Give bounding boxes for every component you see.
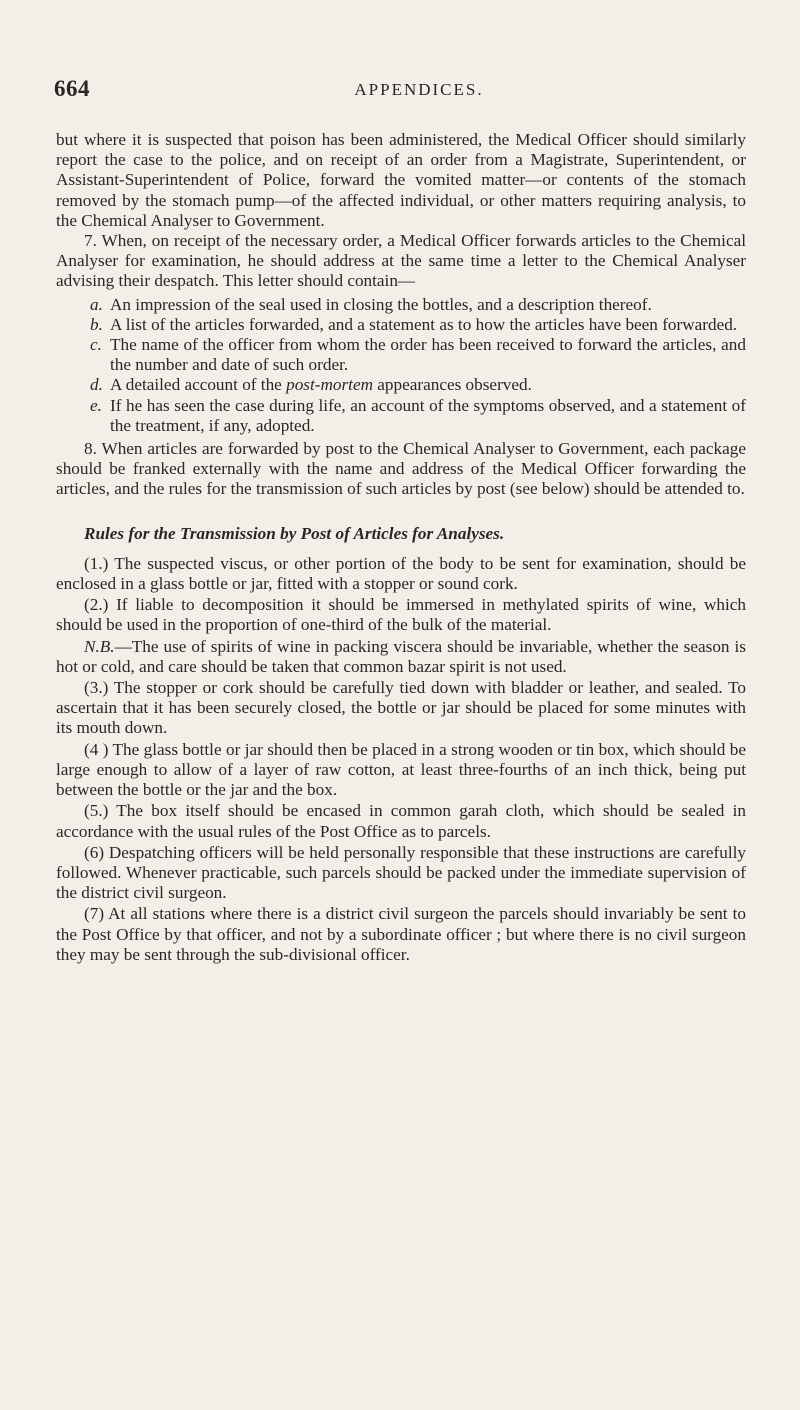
list-item-text: An impression of the seal used in closing the bottles, and a description thereof. <box>110 294 652 314</box>
body-text <box>56 130 746 966</box>
list-item <box>90 314 746 335</box>
running-head: APPENDICES. <box>354 80 484 99</box>
paragraph-7: 7. When, on receipt of the necessary order, a Medical Officer forwards articles to the Chemical Analyser for examination, he should address at the same time a letter to the Chemical Analyser advising their despatch. This letter should contain— <box>56 231 746 291</box>
opening-paragraph: but where it is suspected that poison has been administered, the Medical Officer should similarly report the case to the police, and on receipt of an order from a Magistrate, Superintendent, or Assistant-Superintendent of Police, forward the vomited matter—or contents of the stomach removed by the stomach pump—of the affected individual, or other matters requiring analysis, to the Chemical Analyser to Government. <box>56 130 746 230</box>
list-item-text-end: appearances observed. <box>373 375 532 395</box>
list-item <box>90 395 746 436</box>
list-item-italic-term: post-mortem <box>286 375 373 395</box>
rule-3: (3.) The stopper or cork should be carefully tied down with bladder or leather, and sealed. To ascertain that it has been securely closed, the bottle or jar should be placed for some minutes with its mouth down. <box>56 678 746 738</box>
list-item-label: c. <box>90 335 102 355</box>
list-item-label: d. <box>90 375 103 395</box>
rule-6: (6) Despatching officers will be held personally responsible that these instructions are carefully followed. Whenever practicable, such parcels should be packed under the immediate supervision of the district civil surgeon. <box>56 842 746 903</box>
list-item <box>90 294 746 315</box>
list-item-label: e. <box>90 395 102 415</box>
list-item-text: A detailed account of the <box>110 375 287 395</box>
page-number: 664 <box>54 76 90 101</box>
rule-7: (7) At all stations where there is a district civil surgeon the parcels should invariably be sent to the Post Office by that officer, and not by a subordinate officer ; but where there is no civil surgeon they may be sent through the sub-divisional officer. <box>56 904 746 964</box>
rule-4: (4 ) The glass bottle or jar should then be placed in a strong wooden or tin box, which should be large enough to allow of a layer of raw cotton, at least three-fourths of an inch thick, being put between the bottle or the jar and the box. <box>56 739 746 800</box>
nota-bene <box>56 637 746 677</box>
list-item-text: A list of the articles forwarded, and a statement as to how the articles have been forwarded. <box>110 314 738 334</box>
list-item-text: The name of the officer from whom the order has been received to forward the articles, and the number and date of such order. <box>110 335 746 375</box>
rule-1: (1.) The suspected viscus, or other portion of the body to be sent for examination, should be enclosed in a glass bottle or jar, fitted with a stopper or sound cork. <box>56 553 746 594</box>
rule-2: (2.) If liable to decomposition it should be immersed in methylated spirits of wine, which should be used in the proportion of one-third of the bulk of the material. <box>56 595 746 635</box>
paragraph-8: 8. When articles are forwarded by post to the Chemical Analyser to Government, each package should be franked externally with the name and address of the Medical Officer forwarding the articles, and the rules for the transmission of such articles by post (see below) should be attended to. <box>56 439 746 499</box>
rule-5: (5.) The box itself should be encased in common garah cloth, which should be sealed in accordance with the usual rules of the Post Office as to parcels. <box>56 801 746 841</box>
list-item-text: If he has seen the case during life, an account of the symptoms observed, and a statement of the treatment, if any, adopted. <box>110 395 746 435</box>
page-header <box>54 76 744 106</box>
list-item-label: a. <box>90 294 103 314</box>
list-item <box>90 335 746 375</box>
list-item <box>90 375 746 395</box>
list-item-label: b. <box>90 314 103 334</box>
letter-contents-list <box>56 295 746 436</box>
nota-bene-label: N.B. <box>84 636 115 656</box>
rules-heading: Rules for the Transmission by Post of Articles for Analyses. <box>84 523 505 543</box>
nota-bene-text: —The use of spirits of wine in packing viscera should be invariable, whether the season is hot or cold, and care should be taken that common bazar spirit is not used. <box>56 636 746 676</box>
